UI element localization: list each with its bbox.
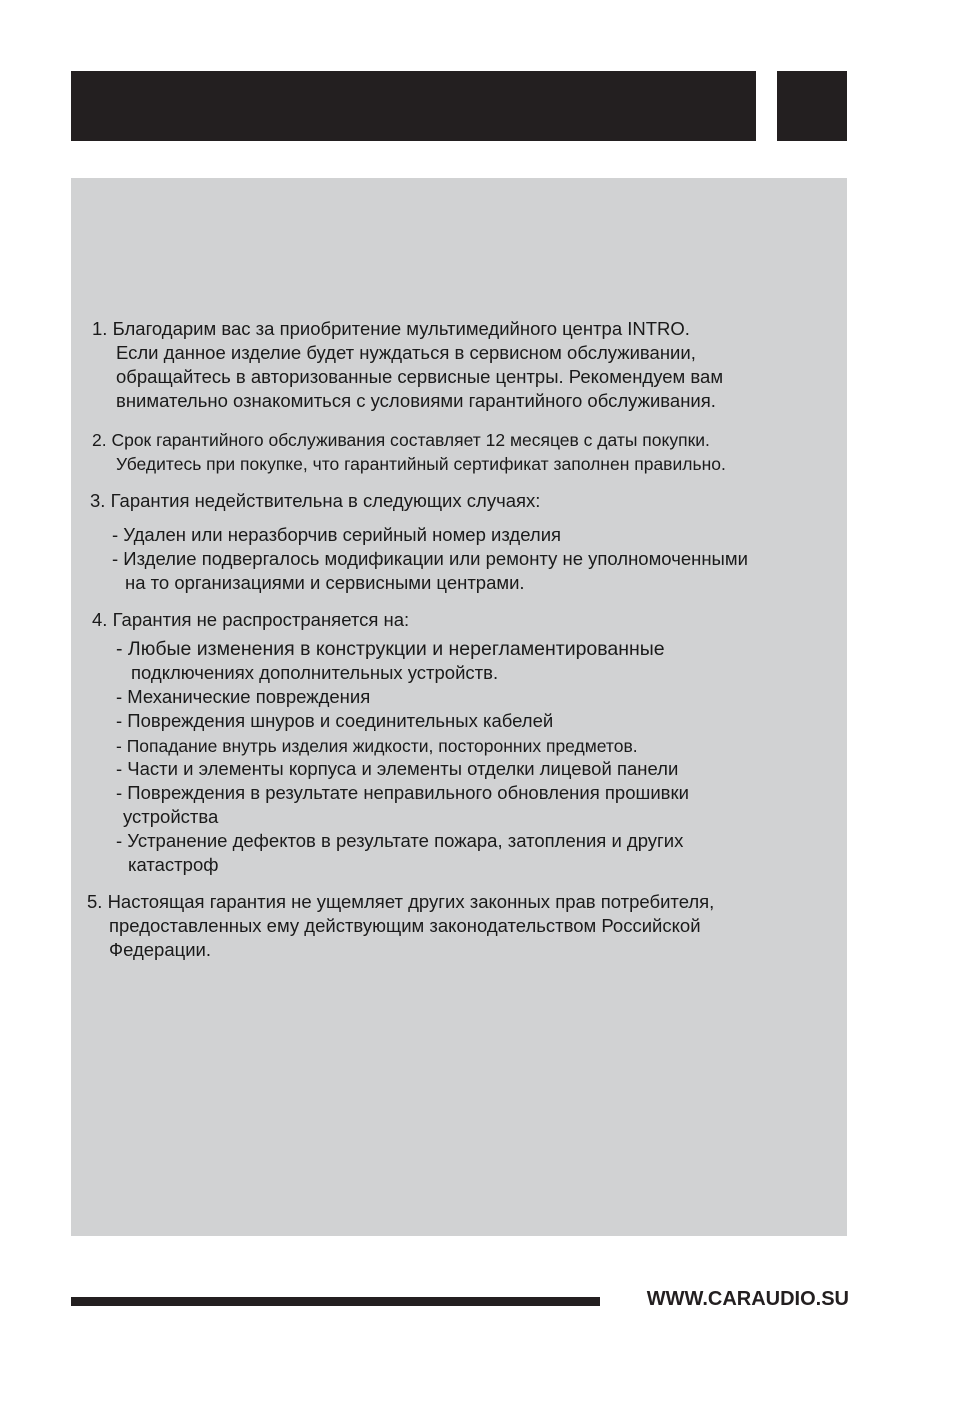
section-1-line-4: внимательно ознакомиться с условиями гарантийного обслуживания. [116,390,716,411]
section-5-line-3: Федерации. [109,939,212,960]
header-bar [71,71,756,141]
section-3-item-2-cont: на то организациями и сервисными центрами. [125,572,525,593]
section-2-line-1: 2. Срок гарантийного обслуживания составляет 12 месяцев с даты покупки. [92,430,710,450]
section-5-line-1: 5. Настоящая гарантия не ущемляет других законных прав потребителя, [87,891,715,912]
section-4-item-6: - Повреждения в результате неправильного обновления прошивки [116,782,689,803]
section-4-item-1: - Любые изменения в конструкции и нерегламентированные [116,638,665,660]
footer-website-url: WWW.CARAUDIO.SU [646,1288,849,1310]
section-3-heading: 3. Гарантия недействительна в следующих случаях: [90,490,541,511]
section-1-line-2: Если данное изделие будет нуждаться в сервисном обслуживании, [116,342,696,363]
footer-rule [71,1297,600,1306]
section-4-item-5: - Части и элементы корпуса и элементы отделки лицевой панели [116,758,679,779]
section-4-item-4: - Попадание внутрь изделия жидкости, посторонних предметов. [116,736,638,756]
section-3-item-2: - Изделие подвергалось модификации или ремонту не уполномоченными [112,548,748,569]
section-4-item-1-cont: подключениях дополнительных устройств. [131,662,499,683]
section-5-line-2: предоставленных ему действующим законодательством Российской [109,915,701,936]
section-4-item-3: - Повреждения шнуров и соединительных кабелей [116,710,554,731]
section-3-item-1: - Удален или неразборчив серийный номер изделия [112,524,562,545]
section-4-item-2: - Механические повреждения [116,686,371,707]
section-1-line-1: 1. Благодарим вас за приобритение мультимедийного центра INTRO. [92,318,690,339]
warranty-content-panel [71,178,847,1236]
page-number-tab [777,71,847,141]
section-4-item-7-cont: катастроф [128,854,219,875]
section-4-heading: 4. Гарантия не распространяется на: [92,609,410,630]
section-4-item-7: - Устранение дефектов в результате пожара, затопления и других [116,830,684,851]
section-1-line-3: обращайтесь в авторизованные сервисные центры. Рекомендуем вам [116,366,724,387]
section-2-line-2: Убедитесь при покупке, что гарантийный сертификат заполнен правильно. [116,454,726,474]
section-4-item-6-cont: устройства [123,806,219,827]
